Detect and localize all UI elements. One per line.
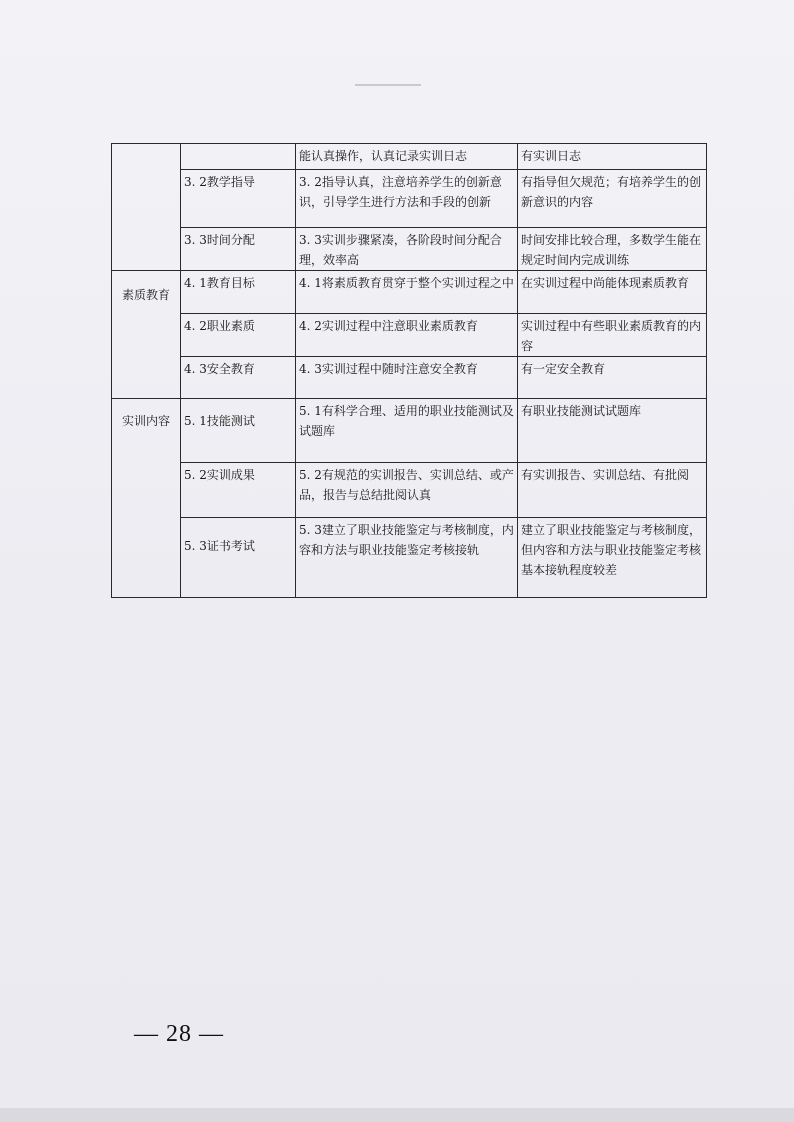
category-cell-training-content: 实训内容	[112, 399, 181, 598]
table-row	[112, 357, 707, 399]
criteria-cell: 有指导但欠规范；有培养学生的创新意识的内容	[518, 170, 707, 228]
standard-cell: 4. 2实训过程中注意职业素质教育	[296, 314, 518, 357]
table-row	[112, 170, 707, 228]
criteria-cell: 有实训日志	[518, 144, 707, 170]
criteria-cell: 时间安排比较合理，多数学生能在规定时间内完成训练	[518, 228, 707, 271]
standard-cell: 4. 3实训过程中随时注意安全教育	[296, 357, 518, 399]
criteria-cell: 有职业技能测试试题库	[518, 399, 707, 463]
evaluation-table	[111, 143, 707, 598]
table-row	[112, 228, 707, 271]
criteria-cell: 实训过程中有些职业素质教育的内容	[518, 314, 707, 357]
standard-cell: 3. 3实训步骤紧凑，各阶段时间分配合理，效率高	[296, 228, 518, 271]
page-number: — 28 —	[134, 1021, 224, 1047]
item-cell: 4. 3安全教育	[181, 357, 296, 399]
table-row	[112, 518, 707, 598]
criteria-cell: 有一定安全教育	[518, 357, 707, 399]
criteria-cell: 在实训过程中尚能体现素质教育	[518, 271, 707, 314]
category-cell-quality-education: 素质教育	[112, 271, 181, 399]
item-cell: 5. 2实训成果	[181, 463, 296, 518]
item-cell: 3. 3时间分配	[181, 228, 296, 271]
item-cell: 4. 2职业素质	[181, 314, 296, 357]
criteria-cell: 有实训报告、实训总结、有批阅	[518, 463, 707, 518]
table-row	[112, 314, 707, 357]
table-row	[112, 144, 707, 170]
standard-cell: 3. 2指导认真，注意培养学生的创新意识，引导学生进行方法和手段的创新	[296, 170, 518, 228]
standard-cell: 4. 1将素质教育贯穿于整个实训过程之中	[296, 271, 518, 314]
standard-cell: 5. 1有科学合理、适用的职业技能测试及试题库	[296, 399, 518, 463]
header-rule	[355, 84, 421, 86]
table-row	[112, 271, 707, 314]
item-cell: 4. 1教育目标	[181, 271, 296, 314]
table-row	[112, 399, 707, 463]
item-cell: 3. 2教学指导	[181, 170, 296, 228]
item-cell: 5. 3证书考试	[181, 518, 296, 598]
item-cell: 5. 1技能测试	[181, 399, 296, 463]
category-cell	[112, 144, 181, 271]
standard-cell: 能认真操作，认真记录实训日志	[296, 144, 518, 170]
item-cell	[181, 144, 296, 170]
criteria-cell: 建立了职业技能鉴定与考核制度，但内容和方法与职业技能鉴定考核基本接轨程度较差	[518, 518, 707, 598]
table-row	[112, 463, 707, 518]
scan-edge	[0, 1108, 794, 1122]
standard-cell: 5. 3建立了职业技能鉴定与考核制度，内容和方法与职业技能鉴定考核接轨	[296, 518, 518, 598]
standard-cell: 5. 2有规范的实训报告、实训总结、或产品，报告与总结批阅认真	[296, 463, 518, 518]
